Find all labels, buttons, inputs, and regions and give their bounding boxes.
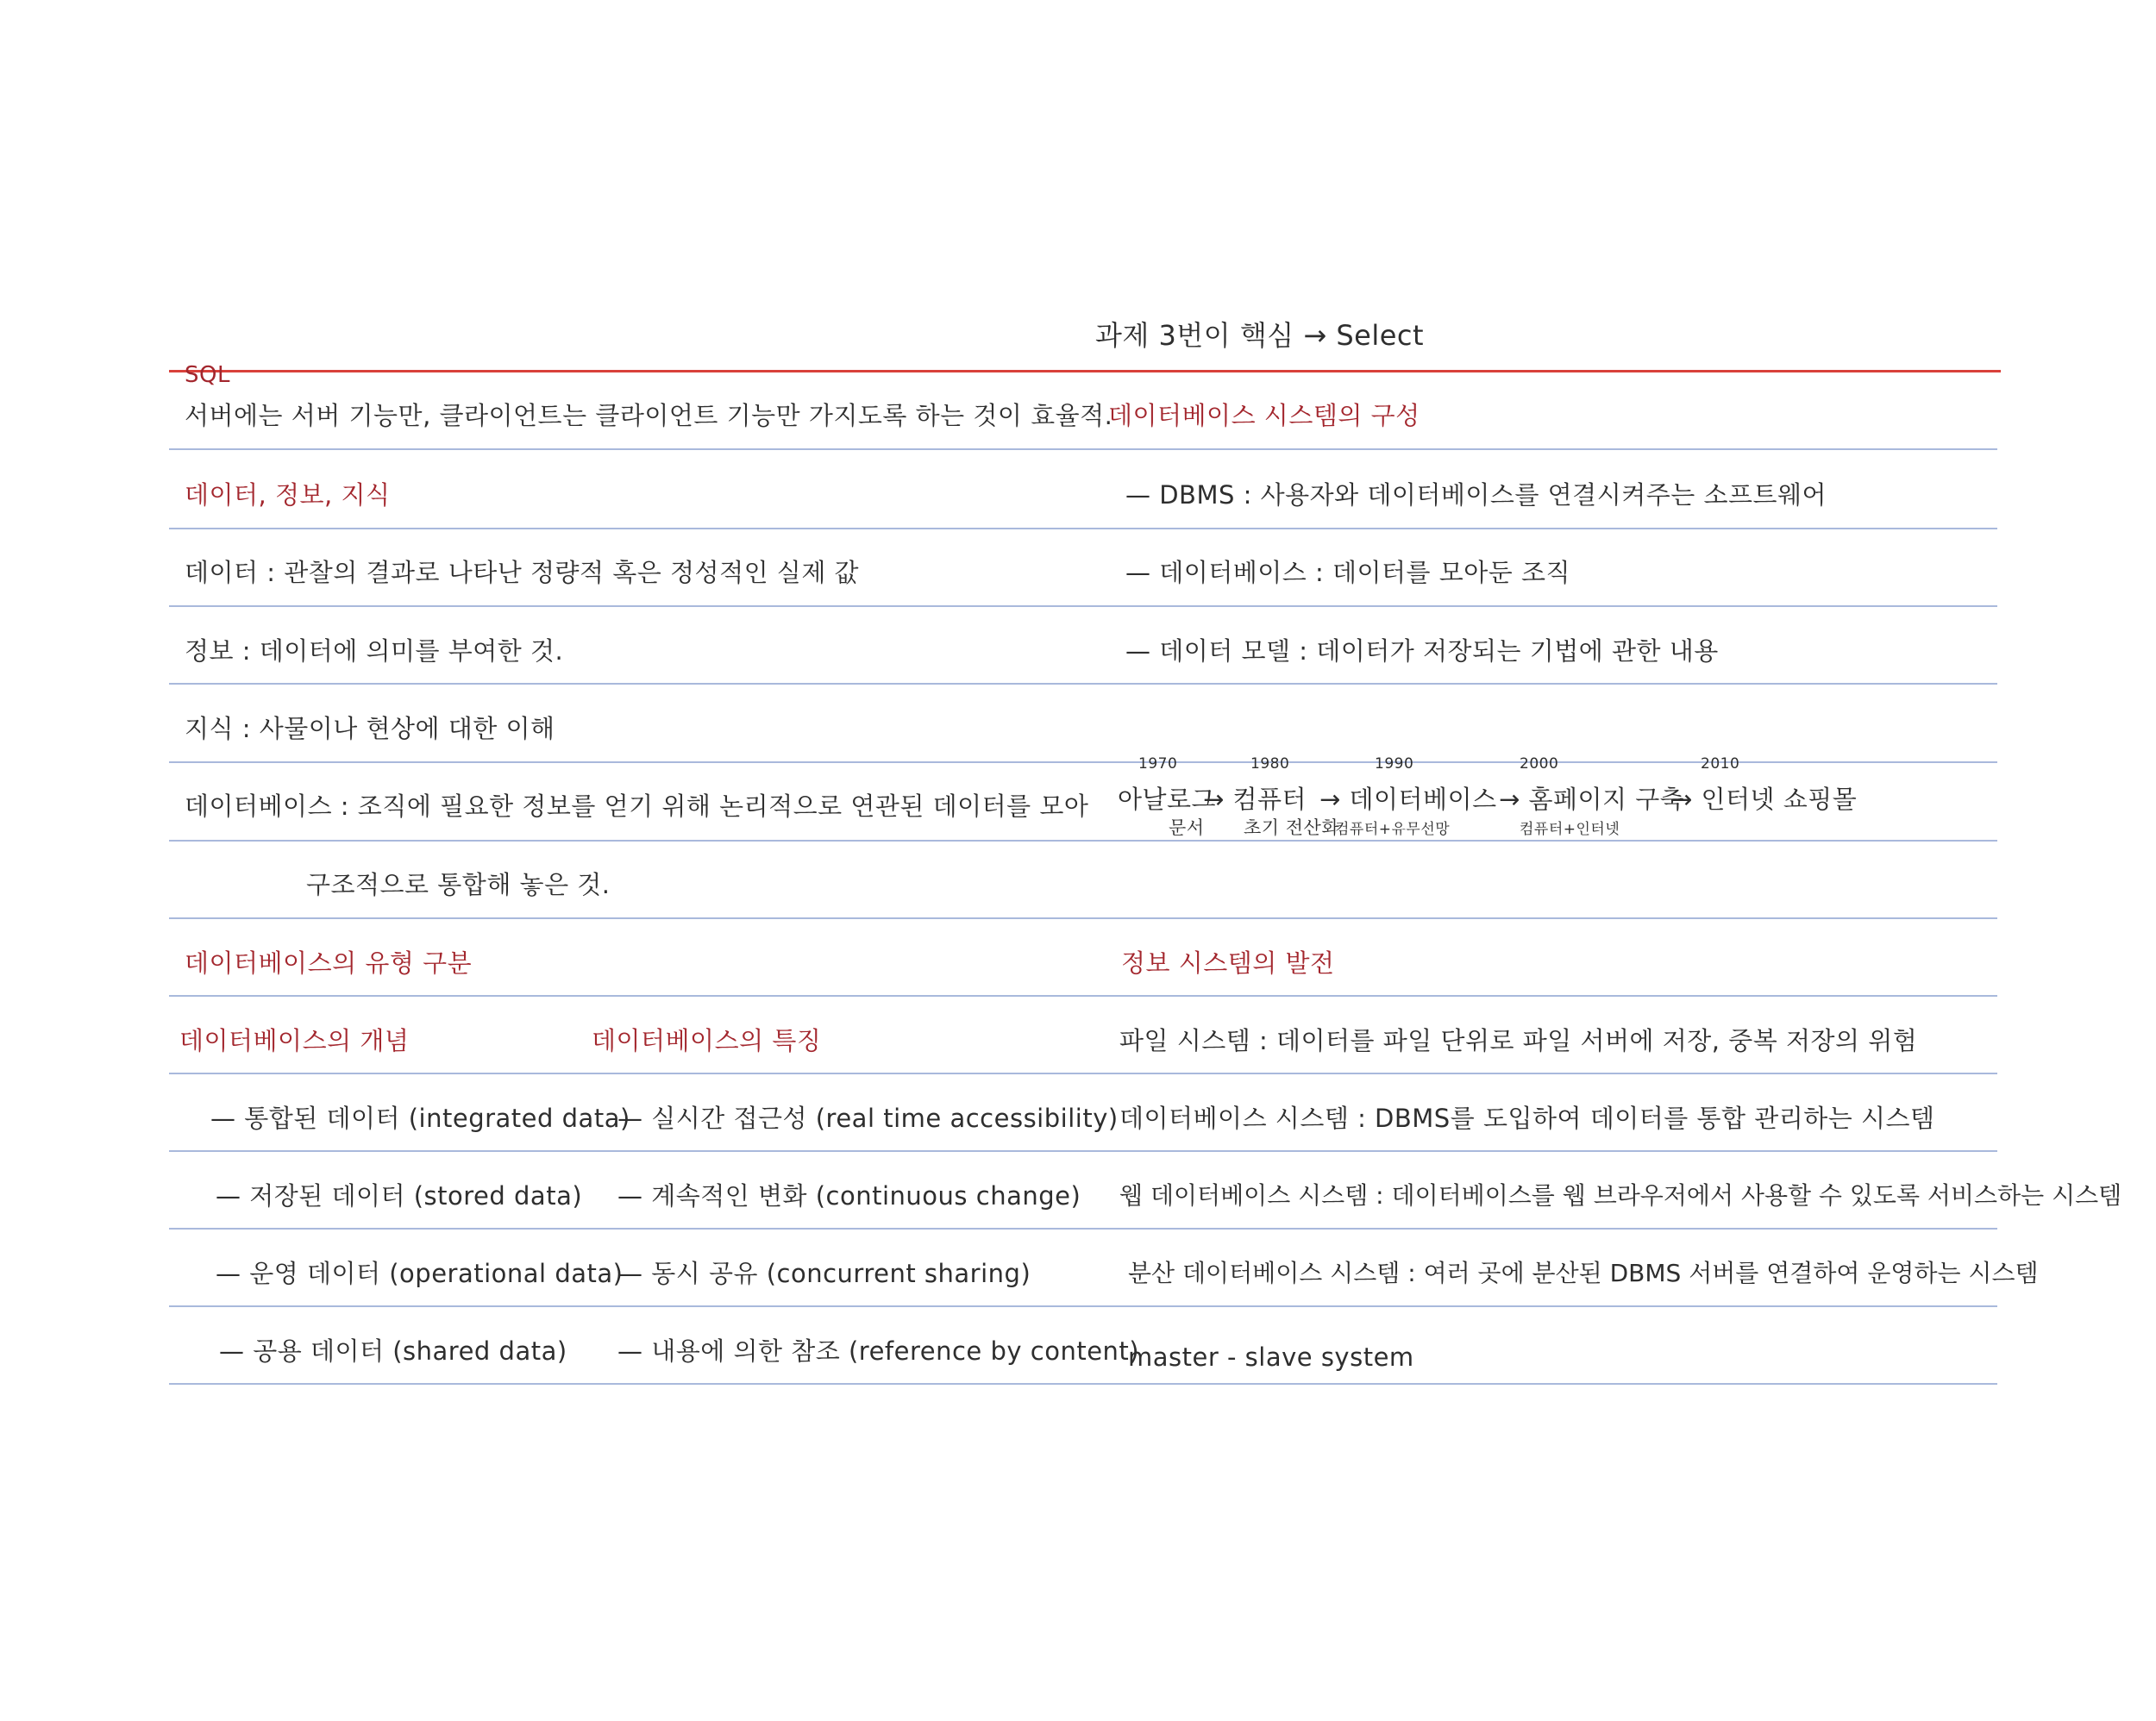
timeline-year: 2010 [1701, 755, 1740, 773]
ruled-line [169, 1305, 1997, 1307]
ruled-line [169, 840, 1997, 842]
system-file: 파일 시스템 : 데이터를 파일 단위로 파일 서버에 저장, 중복 저장의 위험 [1119, 1026, 1918, 1055]
sql-label: SQL [185, 362, 230, 388]
concept-item: — 운영 데이터 (operational data) [216, 1259, 624, 1288]
feature-item: — 동시 공유 (concurrent sharing) [617, 1259, 1031, 1288]
feature-item: — 계속적인 변화 (continuous change) [617, 1181, 1081, 1211]
component-data-model: — 데이터 모델 : 데이터가 저장되는 기법에 관한 내용 [1125, 636, 1719, 666]
concept-item: — 저장된 데이터 (stored data) [216, 1181, 583, 1211]
timeline-year: 1980 [1250, 755, 1290, 773]
timeline-stage: → 데이터베이스 [1319, 785, 1497, 814]
heading-data-info-knowledge: 데이터, 정보, 지식 [185, 480, 391, 510]
ruled-line [169, 683, 1997, 685]
heading-db-types: 데이터베이스의 유형 구분 [185, 948, 473, 978]
concept-item: — 공용 데이터 (shared data) [219, 1336, 567, 1366]
definition-database-continued: 구조적으로 통합해 놓은 것. [306, 870, 611, 899]
intro-text: 서버에는 서버 기능만, 클라이언트는 클라이언트 기능만 가지도록 하는 것이 효율적. [185, 401, 1113, 430]
ruled-line [169, 1383, 1997, 1385]
ruled-line [169, 448, 1997, 450]
system-web-database: 웹 데이터베이스 시스템 : 데이터베이스를 웹 브라우저에서 사용할 수 있도록 서비스하는 시스템 [1119, 1181, 2122, 1210]
timeline-stage: → 인터넷 쇼핑몰 [1671, 785, 1858, 814]
component-dbms: — DBMS : 사용자와 데이터베이스를 연결시켜주는 소프트웨어 [1125, 480, 1827, 510]
timeline-stage: 아날로그 [1118, 785, 1217, 814]
timeline-year: 2000 [1520, 755, 1559, 773]
task-note: 과제 3번이 핵심 → Select [1095, 319, 1425, 352]
master-slave-note: master - slave system [1128, 1342, 1414, 1372]
concept-item: — 통합된 데이터 (integrated data) [210, 1104, 630, 1133]
timeline-stage: → 홈페이지 구축 [1499, 785, 1685, 814]
feature-item: — 실시간 접근성 (real time accessibility) [617, 1104, 1119, 1133]
system-database: 데이터베이스 시스템 : DBMS를 도입하여 데이터를 통합 관리하는 시스템 [1119, 1104, 1935, 1133]
red-header-line [169, 370, 2001, 372]
definition-data: 데이터 : 관찰의 결과로 나타난 정량적 혹은 정성적인 실제 값 [185, 558, 860, 587]
definition-database: 데이터베이스 : 조직에 필요한 정보를 얻기 위해 논리적으로 연관된 데이터를 모아 [185, 792, 1089, 821]
timeline-stage: → 컴퓨터 [1203, 785, 1307, 814]
ruled-line [169, 605, 1997, 607]
timeline-year: 1990 [1375, 755, 1414, 773]
heading-db-concept: 데이터베이스의 개념 [179, 1026, 410, 1055]
timeline-year: 1970 [1138, 755, 1178, 773]
timeline-sublabel: 문서 [1169, 817, 1205, 838]
system-distributed-database: 분산 데이터베이스 시스템 : 여러 곳에 분산된 DBMS 서버를 연결하여 운영하는 시스템 [1128, 1259, 2039, 1287]
ruled-line [169, 1073, 1997, 1074]
timeline-sublabel: 컴퓨터+유무선망 [1335, 821, 1451, 838]
definition-knowledge: 지식 : 사물이나 현상에 대한 이해 [185, 714, 555, 743]
ruled-line [169, 1228, 1997, 1230]
heading-db-features: 데이터베이스의 특징 [592, 1026, 822, 1055]
ruled-line [169, 1150, 1997, 1152]
ruled-line [169, 995, 1997, 997]
component-database: — 데이터베이스 : 데이터를 모아둔 조직 [1125, 558, 1571, 587]
ruled-line [169, 528, 1997, 529]
heading-db-system: 데이터베이스 시스템의 구성 [1108, 401, 1420, 430]
heading-info-system: 정보 시스템의 발전 [1121, 948, 1335, 978]
timeline-sublabel: 컴퓨터+인터넷 [1520, 821, 1620, 838]
ruled-line [169, 917, 1997, 919]
feature-item: — 내용에 의한 참조 (reference by content) [617, 1336, 1140, 1366]
timeline-sublabel: 초기 전산화 [1244, 817, 1340, 838]
definition-information: 정보 : 데이터에 의미를 부여한 것. [185, 636, 564, 666]
